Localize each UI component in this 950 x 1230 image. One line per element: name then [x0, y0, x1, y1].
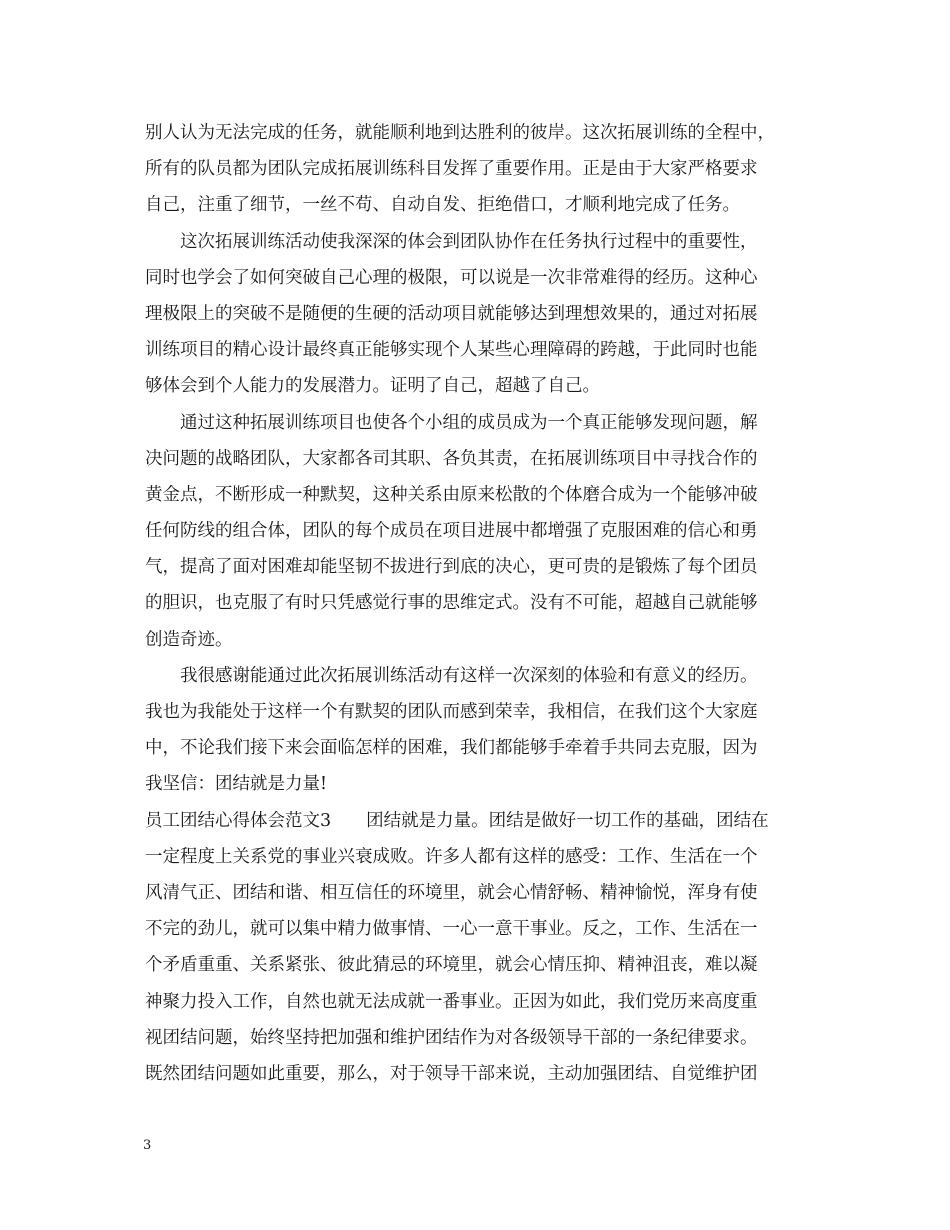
text-line: 视团结问题，始终坚持把加强和维护团结作为对各级领导干部的一条纪律要求。 — [145, 1027, 758, 1048]
text-line: 自己，注重了细节，一丝不苟、自动自发、拒绝借口，才顺利地完成了任务。 — [145, 195, 740, 216]
text-line: 一定程度上关系党的事业兴衰成败。许多人都有这样的感受：工作、生活在一个 — [145, 846, 758, 867]
text-line: 训练项目的精心设计最终真正能够实现个人某些心理障碍的跨越，于此同时也能 — [145, 340, 758, 361]
text-line: 别人认为无法完成的任务，就能顺利地到达胜利的彼岸。这次拓展训练的全程中， — [145, 123, 775, 143]
text-line: 任何防线的组合体，团队的每个成员在项目进展中都增强了克服困难的信心和勇 — [145, 521, 758, 542]
section-heading-line: 员工团结心得体会范文3 团结就是力量。团结是做好一切工作的基础，团结在 — [145, 810, 769, 831]
text-line: 既然团结问题如此重要，那么，对于领导干部来说，主动加强团结、自觉维护团 — [145, 1063, 758, 1084]
paragraph-first-line: 这次拓展训练活动使我深深的体会到团队协作在任务执行过程中的重要性， — [180, 231, 758, 252]
text-line: 黄金点，不断形成一种默契，这种关系由原来松散的个体磨合成为一个能够冲破 — [145, 484, 758, 505]
page-number: 3 — [143, 1138, 152, 1153]
text-line: 所有的队员都为团队完成拓展训练科目发挥了重要作用。正是由于大家严格要求 — [145, 159, 758, 180]
text-line: 够体会到个人能力的发展潜力。证明了自己，超越了自己。 — [145, 376, 600, 397]
text-line: 中，不论我们接下来会面临怎样的困难，我们都能够手牵着手共同去克服，因为 — [145, 738, 758, 759]
paragraph-first-line: 我很感谢能通过此次拓展训练活动有这样一次深刻的体验和有意义的经历。 — [180, 665, 758, 686]
text-line: 创造奇迹。 — [145, 629, 233, 650]
text-line: 风清气正、团结和谐、相互信任的环境里，就会心情舒畅、精神愉悦，浑身有使 — [145, 882, 758, 903]
text-line: 同时也学会了如何突破自己心理的极限，可以说是一次非常难得的经历。这种心 — [145, 267, 758, 288]
text-line: 神聚力投入工作，自然也就无法成就一番事业。正因为如此，我们党历来高度重 — [145, 991, 758, 1012]
paragraph-first-line: 通过这种拓展训练项目也使各个小组的成员成为一个真正能够发现问题，解 — [180, 412, 758, 433]
text-line: 个矛盾重重、关系紧张、彼此猜忌的环境里，就会心情压抑、精神沮丧，难以凝 — [145, 955, 758, 976]
text-line: 不完的劲儿，就可以集中精力做事情、一心一意干事业。反之，工作、生活在一 — [145, 919, 758, 940]
body-text — [145, 115, 825, 1092]
text-line: 理极限上的突破不是随便的生硬的活动项目就能够达到理想效果的，通过对拓展 — [145, 303, 758, 324]
text-line: 我坚信：团结就是力量! — [145, 774, 328, 795]
text-line: 气，提高了面对困难却能坚韧不拔进行到底的决心，更可贵的是锻炼了每个团员 — [145, 557, 758, 578]
text-line: 我也为我能处于这样一个有默契的团队而感到荣幸，我相信，在我们这个大家庭 — [145, 702, 758, 722]
text-line: 的胆识，也克服了有时只凭感觉行事的思维定式。没有不可能，超越自己就能够 — [145, 593, 758, 614]
text-line: 决问题的战略团队，大家都各司其职、各负其责，在拓展训练项目中寻找合作的 — [145, 448, 758, 469]
